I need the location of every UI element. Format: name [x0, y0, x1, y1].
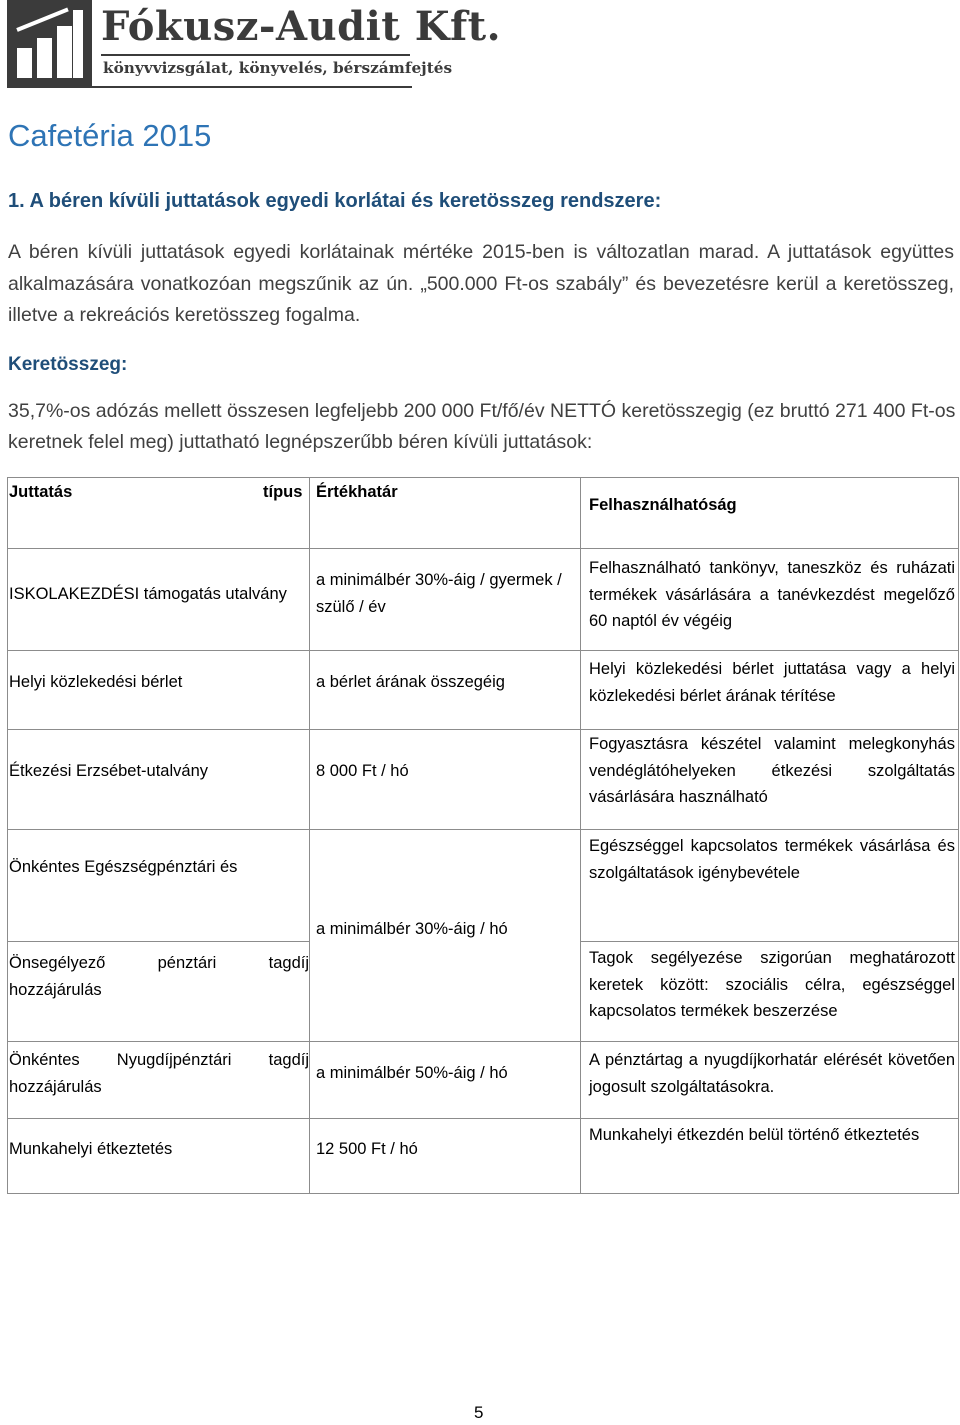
- document-title: Cafetéria 2015: [8, 118, 212, 153]
- logo-company-name: Fókusz-Audit Kft.: [101, 3, 502, 50]
- row-benefit-name: Önkéntes Nyugdíjpénztári tagdíj hozzájárulás: [9, 1051, 309, 1096]
- intro-paragraph: A béren kívüli juttatások egyedi korlátainak mértéke 2015-ben is változatlan marad. A juttatások együttes alkalmazására vonatkozóan megszűnik az ún. „500.000 Ft-os szabály” és bevezetésre kerül a keretösszeg, illetve a rekreációs keretösszeg fogalma.: [8, 241, 954, 326]
- row-limit: 12 500 Ft / hó: [316, 1140, 418, 1158]
- logo-tagline: könyvvizsgálat, könyvelés, bérszámfejtés: [103, 59, 453, 77]
- row-usage: Helyi közlekedési bérlet juttatása vagy a helyi közlekedési bérlet árának térítése: [589, 660, 955, 705]
- company-logo: [7, 0, 502, 88]
- row-usage: A pénztártag a nyugdíjkorhatár elérését követően jogosult szolgáltatásokra.: [589, 1051, 955, 1096]
- row-limit: a minimálbér 50%-áig / hó: [316, 1064, 508, 1082]
- keretosszeg-label: Keretösszeg:: [8, 354, 128, 375]
- row-benefit-name: Önsegélyező pénztári tagdíj hozzájárulás: [9, 954, 309, 999]
- section-heading: 1. A béren kívüli juttatások egyedi korlátai és keretösszeg rendszere:: [8, 190, 662, 212]
- table-border: [309, 477, 310, 1194]
- header-tipus: típus: [263, 483, 303, 501]
- logo-divider: [101, 54, 410, 56]
- keretosszeg-paragraph: 35,7%-os adózás mellett összesen legfeljebb 200 000 Ft/fő/év NETTÓ keretösszegig (ez bruttó 271 400 Ft-os keretnek felel meg) juttatható legnépszerűbb béren kívüli juttatások:: [8, 400, 956, 453]
- table-rule: [7, 1118, 959, 1119]
- logo-bottom-rule: [7, 86, 412, 88]
- table-rule: [7, 548, 959, 549]
- row-benefit-name: Munkahelyi étkeztetés: [9, 1140, 173, 1158]
- header-juttatas: Juttatás: [9, 483, 73, 501]
- table-rule: [7, 1041, 959, 1042]
- table-rule: [7, 729, 959, 730]
- table-rule: [7, 1193, 959, 1194]
- row-benefit-name: ISKOLAKEZDÉSI támogatás utalvány: [9, 585, 287, 603]
- header-felhasznalhatosag: Felhasználhatóság: [589, 496, 737, 514]
- table-border: [580, 477, 581, 1194]
- row-limit: 8 000 Ft / hó: [316, 762, 409, 780]
- table-rule: [7, 941, 309, 942]
- row-usage: Munkahelyi étkezdén belül történő étkeztetés: [589, 1126, 920, 1144]
- row-benefit-name: Étkezési Erzsébet-utalvány: [9, 762, 209, 780]
- row-usage: Fogyasztásra készétel valamint melegkonyhás vendéglátóhelyeken étkezési szolgáltatás vásárlására használható: [589, 735, 955, 806]
- row-limit: a minimálbér 30%-áig / gyermek / szülő / év: [316, 571, 562, 616]
- page-number: 5: [474, 1403, 484, 1422]
- logo-mark-icon: [7, 0, 92, 86]
- row-usage: Felhasználható tankönyv, taneszköz és ruházati termékek vásárlására a tanévkezdést megelőző 60 naptól év végéig: [589, 559, 955, 630]
- row-usage: Egészséggel kapcsolatos termékek vásárlása és szolgáltatások igénybevétele: [589, 837, 955, 882]
- table-border: [958, 477, 959, 1194]
- table-border: [7, 477, 8, 1194]
- table-rule: [7, 650, 959, 651]
- row-limit: a minimálbér 30%-áig / hó: [316, 920, 508, 938]
- row-benefit-name: Helyi közlekedési bérlet: [9, 673, 183, 691]
- table-rule: [7, 477, 959, 478]
- row-usage: Tagok segélyezése szigorúan meghatározott keretek között: szociális célra, egészséggel kapcsolatos termékek beszerzése: [589, 949, 955, 1020]
- header-ertekhatar: Értékhatár: [316, 483, 398, 501]
- table-rule: [580, 941, 959, 942]
- row-limit: a bérlet árának összegéig: [316, 673, 505, 691]
- row-benefit-name: Önkéntes Egészségpénztári és: [9, 858, 238, 876]
- table-rule: [7, 829, 959, 830]
